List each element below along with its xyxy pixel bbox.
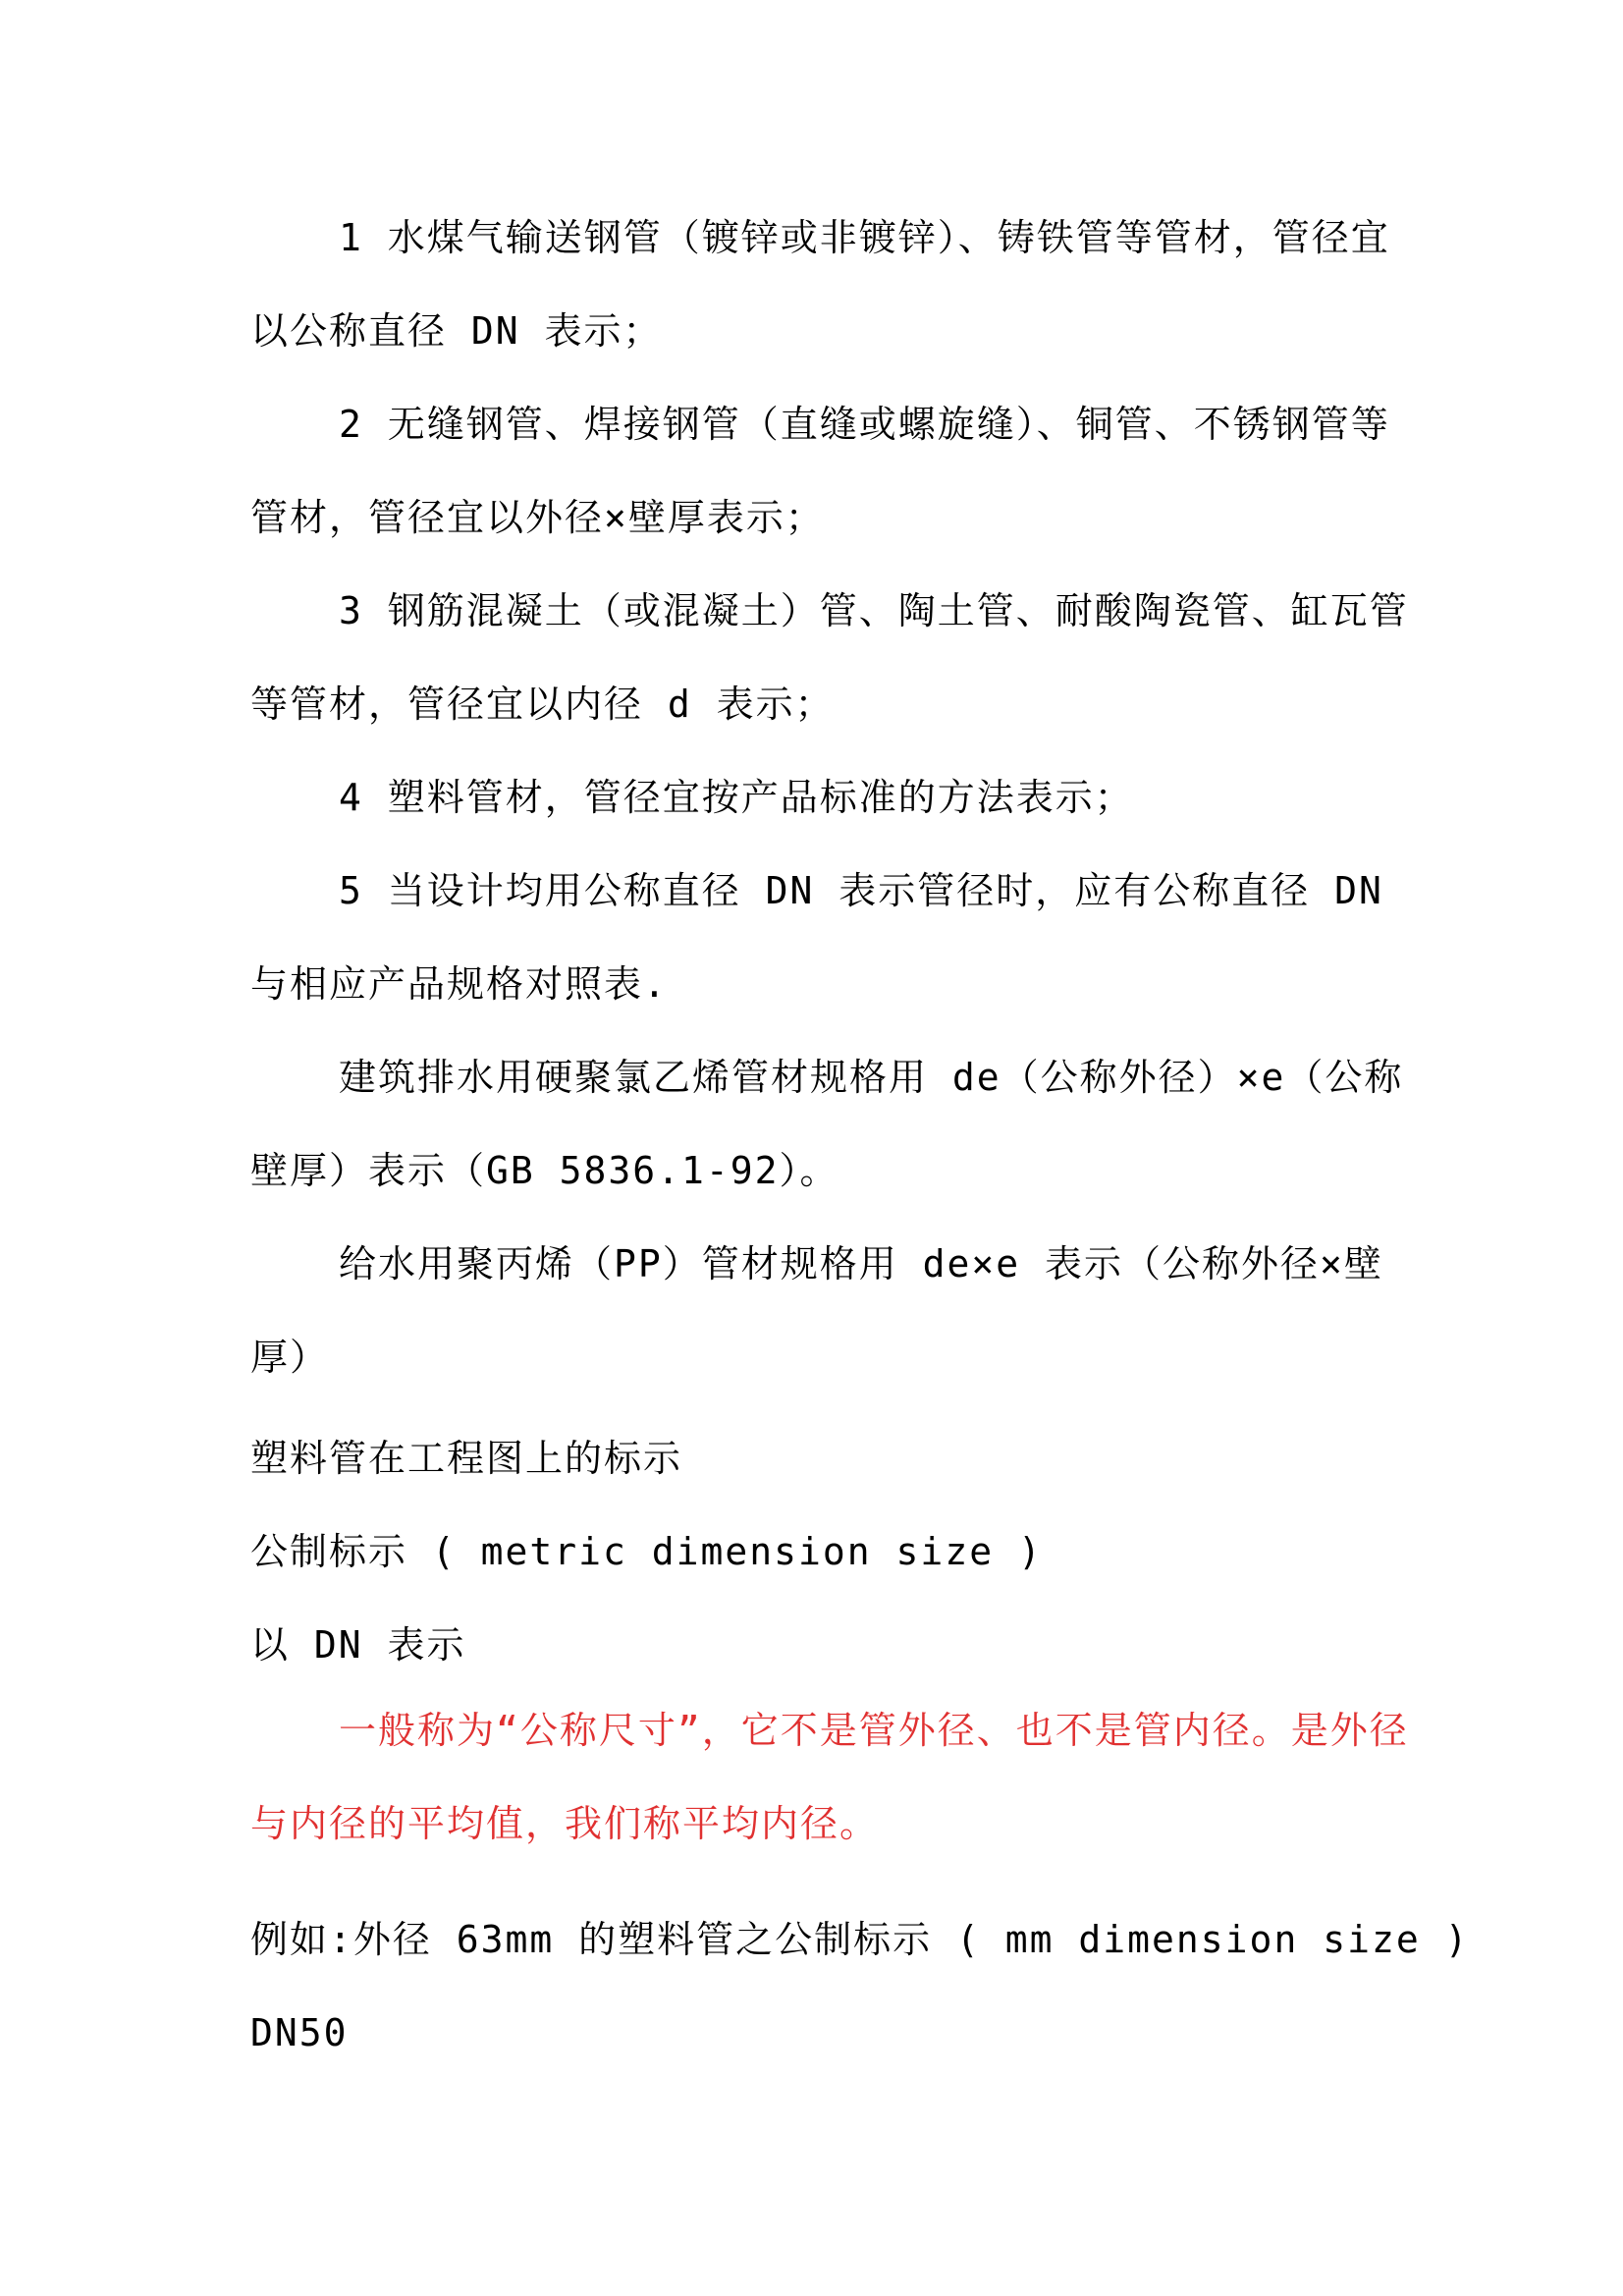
- paragraph-item-1: 1 水煤气输送钢管（镀锌或非镀锌）、铸铁管等管材，管径宜以公称直径 DN 表示；: [250, 216, 1390, 353]
- paragraph-nominal-size-note: 一般称为“公称尺寸”，它不是管外径、也不是管内径。是外径与内径的平均值，我们称平均内径。: [250, 1709, 1409, 1845]
- paragraph-item-2: 2 无缝钢管、焊接钢管（直缝或螺旋缝）、铜管、不锈钢管等管材，管径宜以外径×壁厚表示；: [250, 403, 1390, 539]
- line-example: 例如:外径 63mm 的塑料管之公制标示 ( mm dimension size ): [250, 1918, 1470, 1961]
- paragraph-item-4: 4 塑料管材，管径宜按产品标准的方法表示；: [339, 776, 1134, 819]
- heading-plastic-pipe-marking: 塑料管在工程图上的标示: [250, 1437, 683, 1480]
- line-dn-notation: 以 DN 表示: [250, 1623, 466, 1667]
- paragraph-item-3: 3 钢筋混凝土（或混凝土）管、陶土管、耐酸陶瓷管、缸瓦管等管材，管径宜以内径 d 表示；: [250, 589, 1409, 726]
- line-metric-dimension: 公制标示 ( metric dimension size ): [250, 1530, 1043, 1573]
- paragraph-item-5: 5 当设计均用公称直径 DN 表示管径时，应有公称直径 DN 与相应产品规格对照表.: [250, 869, 1383, 1006]
- line-dn50: DN50: [250, 2011, 349, 2054]
- paragraph-pp-spec: 给水用聚丙烯（PP）管材规格用 de×e 表示（公称外径×壁厚）: [250, 1242, 1383, 1379]
- paragraph-pvc-spec: 建筑排水用硬聚氯乙烯管材规格用 de（公称外径）×e（公称壁厚）表示（GB 5836.1-92）。: [250, 1056, 1404, 1192]
